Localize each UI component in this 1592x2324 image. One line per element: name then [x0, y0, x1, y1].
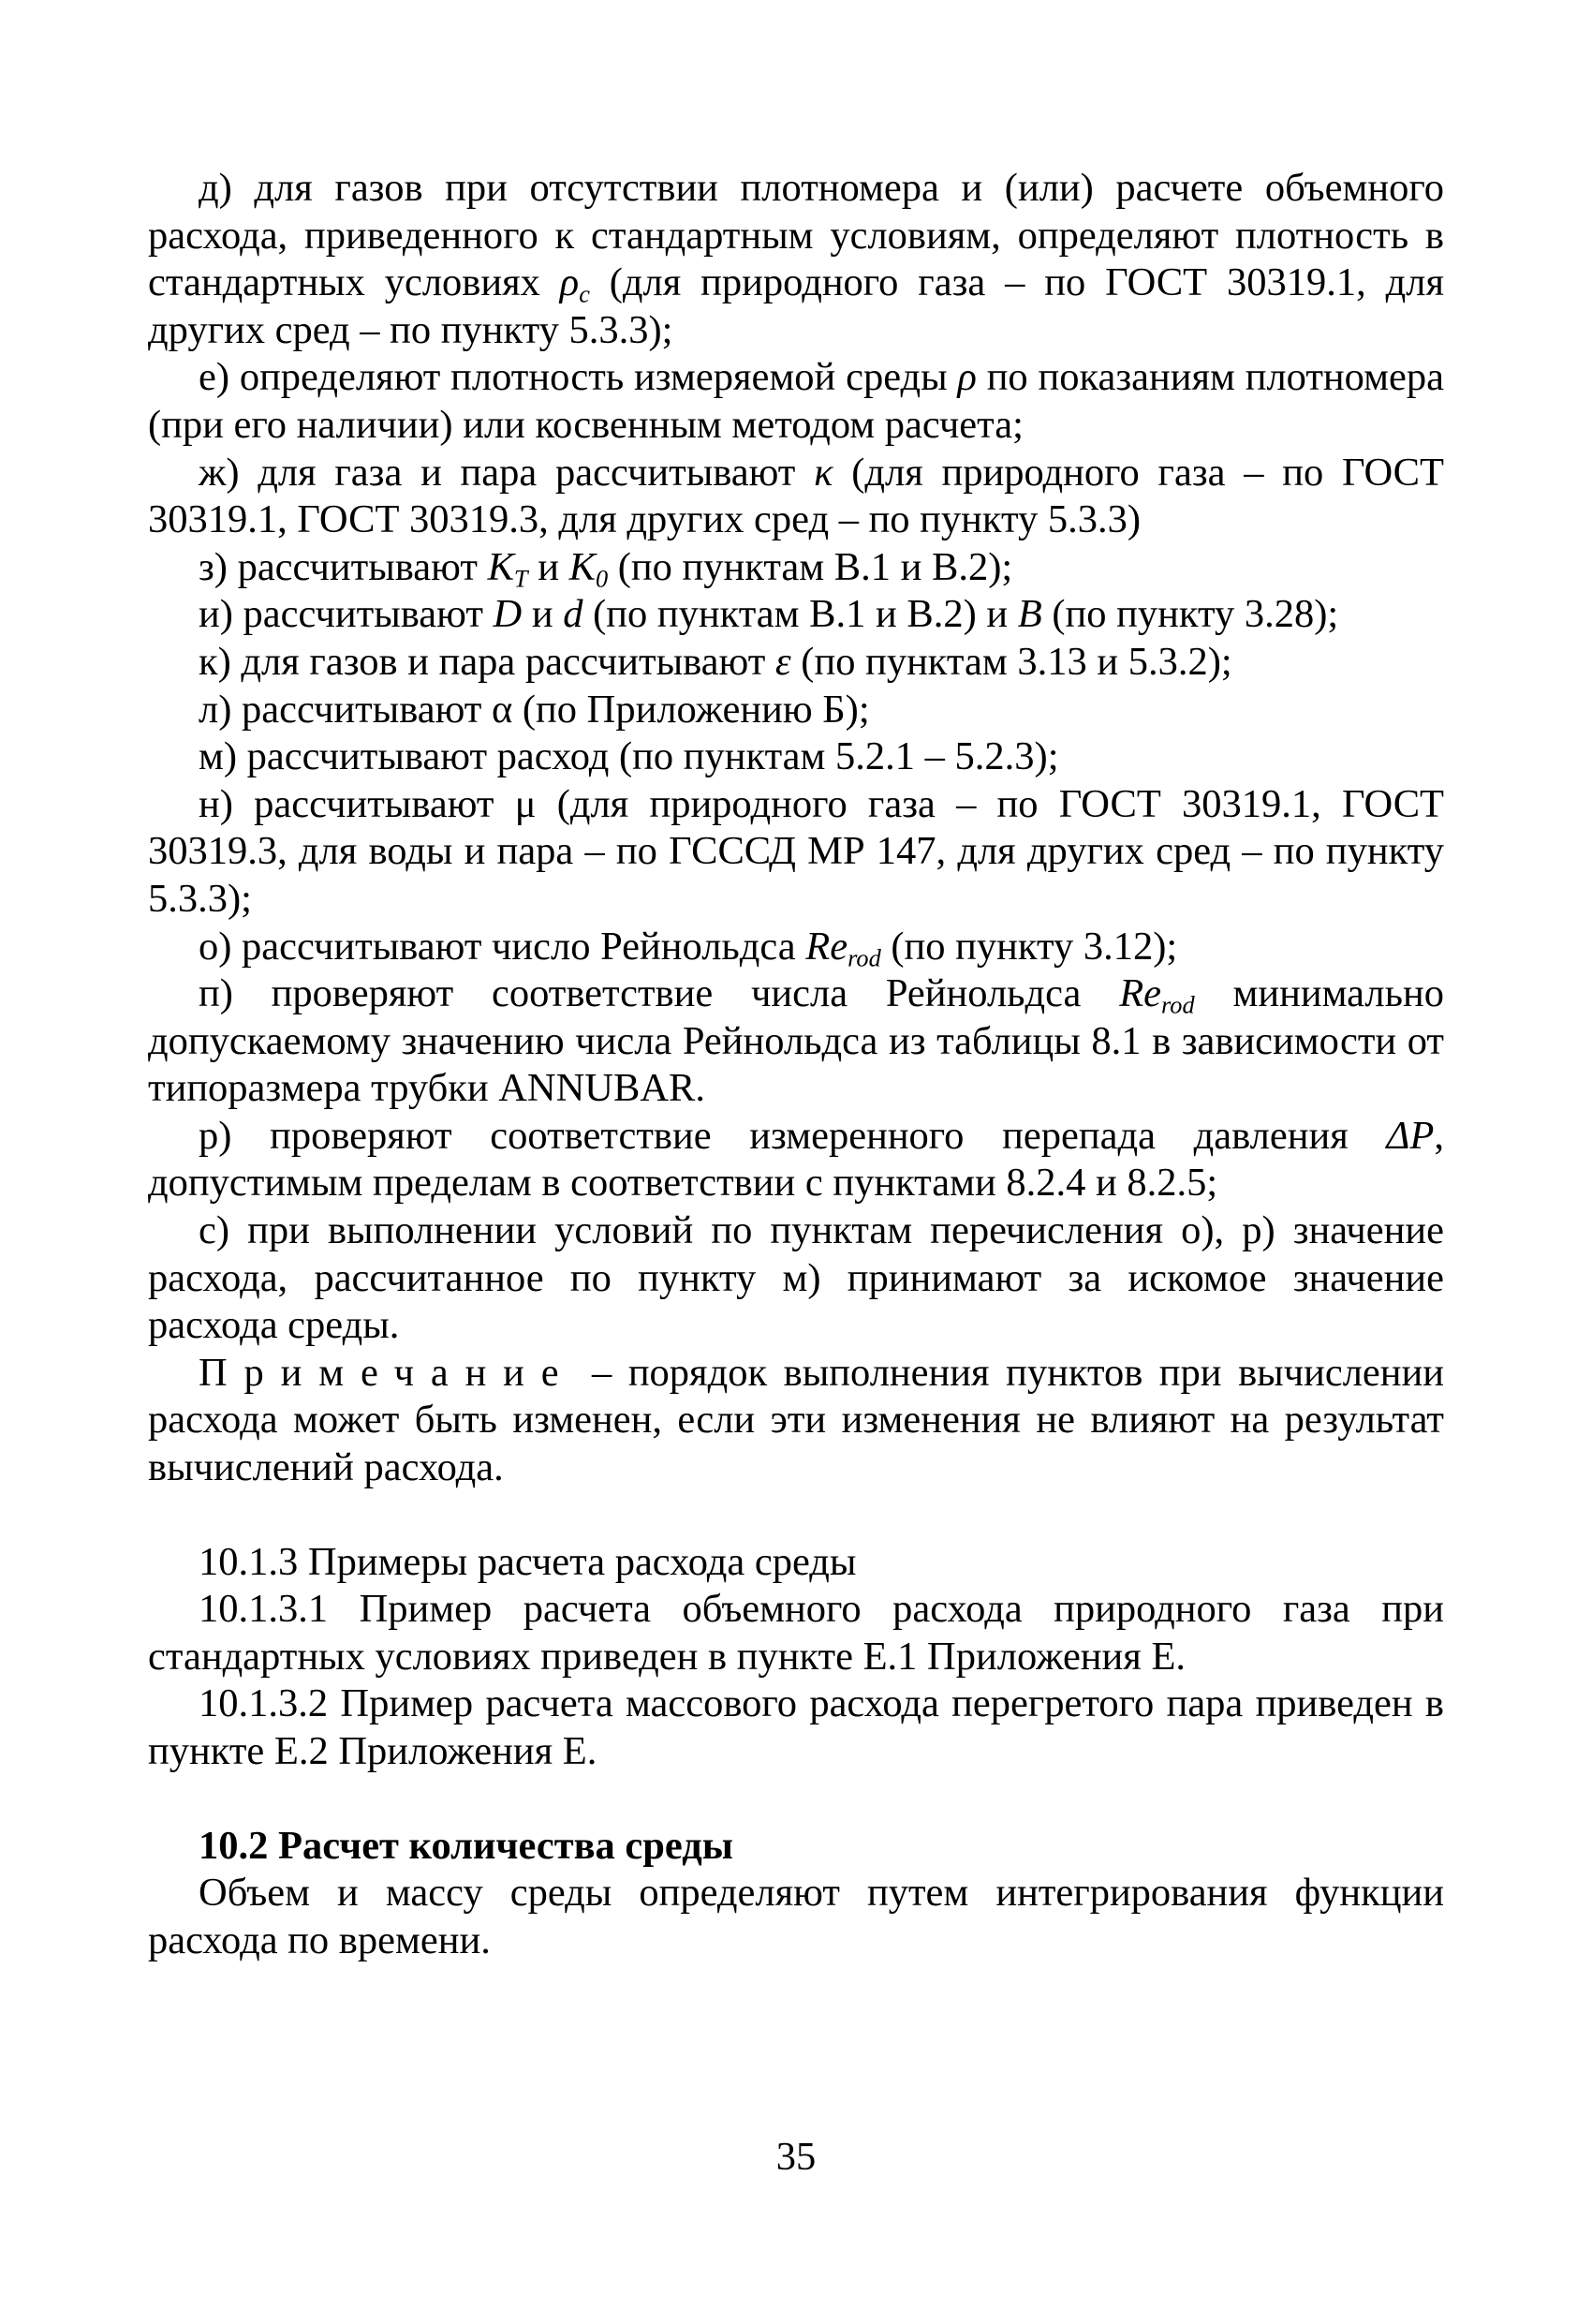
- note-label: Примечание: [199, 1350, 576, 1395]
- symbol-kappa: κ: [814, 450, 833, 495]
- list-item-r: р) проверяют соответствие измеренного перепада давления ΔP, допустимым пределам в соответствии с пунктами 8.2.4 и 8.2.5;: [148, 1113, 1444, 1206]
- symbol-re: Re: [805, 924, 848, 969]
- symbol-delta-p: ΔP: [1386, 1113, 1435, 1158]
- note-paragraph: [148, 1350, 1444, 1492]
- list-item-z: з) рассчитывают $K_T$ и $K_0$ (по пунктам В.1 и В.2);: [199, 544, 1013, 593]
- list-item-o: о) рассчитывают число Рейнольдса $Re_{rod}$ (по пункту 3.12);: [199, 924, 1178, 971]
- list-item-p: п) проверяют соответствие числа Рейнольдса $Re_{rod}$ минимально допускаемому значению числа Рейнольдса из таблицы 8.1 в зависимости от типоразмера трубки ANNUBAR.: [148, 971, 1444, 1111]
- symbol-k-t: K: [487, 544, 514, 589]
- symbol-D: D: [493, 592, 523, 637]
- page-body: [148, 165, 1444, 1964]
- list-item-e: е) определяют плотность измеряемой среды ρ по показаниям плотномера (при его наличии) или косвенным методом расчета;: [148, 355, 1444, 447]
- list-item-k: к) для газов и пара рассчитывают ε (по пунктам 3.13 и 5.3.2);: [199, 639, 1232, 684]
- paragraph-10-1-3-2: 10.1.3.2 Пример расчета массового расхода перегретого пара приведен в пункте Е.2 Приложения Е.: [148, 1681, 1444, 1773]
- symbol-rho: ρ: [957, 355, 977, 400]
- subscript: T: [513, 565, 528, 593]
- list-item-n: н) рассчитывают μ (для природного газа – по ГОСТ 30319.1, ГОСТ 30319.3, для воды и пара – по ГСССД МР 147, для других сред – по пункту 5.3.3);: [148, 781, 1444, 921]
- list-item-m: м) рассчитывают расход (по пунктам 5.2.1 – 5.2.3);: [199, 734, 1059, 779]
- spacer: [148, 1492, 1444, 1539]
- page-number: 35: [775, 2135, 817, 2179]
- symbol-epsilon: ε: [774, 639, 791, 684]
- list-item-s: с) при выполнении условий по пунктам перечисления о), р) значение расхода, рассчитанное по пункту м) принимают за искомое значение расхода среды.: [148, 1208, 1444, 1348]
- list-item-l: л) рассчитывают α (по Приложению Б);: [199, 687, 870, 732]
- paragraph-10-1-3-1: 10.1.3.1 Пример расчета объемного расхода природного газа при стандартных условиях приведен в пункте Е.1 Приложения Е.: [148, 1587, 1444, 1679]
- subscript: c: [579, 280, 590, 308]
- subscript: rod: [848, 943, 881, 971]
- list-item-d: д) для газов при отсутствии плотномера и (или) расчете объемного расхода, приведенного к стандартным условиям, определяют плотность в стандартных условиях $\rho_c$ (для природного газа – по ГОСТ 30319.1, для других сред – по пункту 5.3.3);: [148, 166, 1445, 352]
- paragraph-10-1-3: 10.1.3 Примеры расчета расхода среды: [199, 1539, 857, 1584]
- spacer: [148, 1776, 1444, 1823]
- symbol-rho: ρ: [559, 260, 580, 305]
- section-10-2-text: Объем и массу среды определяют путем интегрирования функции расхода по времени.: [148, 1871, 1444, 1962]
- section-heading-10-2: 10.2 Расчет количества среды: [199, 1823, 733, 1868]
- list-item-zh: ж) для газа и пара рассчитывают κ (для природного газа – по ГОСТ 30319.1, ГОСТ 30319.3, для других сред – по пункту 5.3.3): [148, 450, 1444, 542]
- symbol-re: Re: [1119, 971, 1162, 1016]
- note-text: – порядок выполнения пунктов при вычислении расхода может быть изменен, если эти изменения не влияют на результат вычислений расхода.: [148, 1350, 1444, 1490]
- list-item-i: и) рассчитывают D и d (по пунктам В.1 и В.2) и B (по пункту 3.28);: [199, 592, 1339, 637]
- symbol-k-0: K: [568, 544, 596, 589]
- subscript: 0: [595, 565, 609, 593]
- symbol-B: B: [1017, 592, 1042, 637]
- symbol-d: d: [563, 592, 583, 637]
- subscript: rod: [1161, 991, 1195, 1019]
